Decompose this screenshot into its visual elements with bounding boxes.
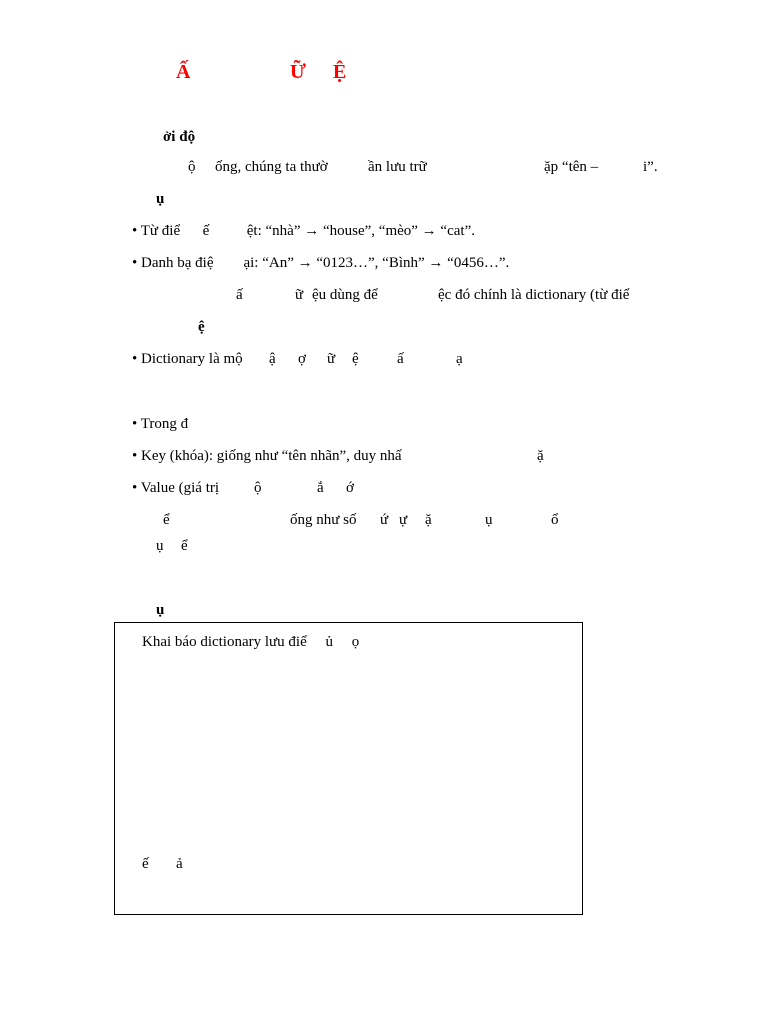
bullet-value: • Value (giá trị <box>132 480 220 496</box>
para-text-5: ệ <box>198 319 205 335</box>
bullet-definition-3: ợ <box>298 351 306 367</box>
bullet-phonebook-example: • Danh bạ điệ ại: “An” → “0123…”, “Bình” → “0456…”. <box>132 255 510 271</box>
intro-text-2: ống, chúng ta thườ <box>215 159 328 175</box>
intro-heading: ởi độ <box>163 129 196 145</box>
value-text-2: ống như số <box>290 512 357 528</box>
para-text-2: ữ <box>295 287 304 303</box>
bullet-key: • Key (khóa): giống như “tên nhãn”, duy nhấ <box>132 448 402 464</box>
code-example-box <box>114 622 583 915</box>
bullet-definition-5: ệ <box>352 351 359 367</box>
bullet-value-tail-1: ộ <box>254 480 262 496</box>
bullet-key-tail: ặ <box>537 448 544 464</box>
value-text-3: ứ <box>380 512 389 528</box>
intro-text-5: i”. <box>643 159 658 175</box>
bullet-definition-2: ậ <box>269 351 276 367</box>
value-text-7: ổ <box>551 512 559 528</box>
bullet-dictionary-example: • Từ điể ế ệt: “nhà” → “house”, “mèo” → “cat”. <box>132 223 475 239</box>
bullet-definition-1: • Dictionary là mộ <box>132 351 243 367</box>
intro-text-1: ộ <box>188 159 196 175</box>
code-box-text-1: ế <box>142 856 149 872</box>
value-text-8: ụ <box>156 538 164 554</box>
intro-text-4: ặp “tên – <box>544 159 599 175</box>
bullet-definition-7: ạ <box>456 351 463 367</box>
bullet-value-tail-3: ớ <box>346 480 354 496</box>
value-text-1: ể <box>163 512 170 528</box>
bullet-in-dictionary: • Trong đ <box>132 416 189 432</box>
para-text-1: ấ <box>236 287 243 303</box>
title-fragment-1: Ấ <box>176 61 191 83</box>
value-text-5: ặ <box>425 512 432 528</box>
code-box-text-2: ả <box>176 856 183 872</box>
code-box-line-1: Khai báo dictionary lưu điể ủ ọ <box>142 634 360 650</box>
value-text-9: ể <box>181 538 188 554</box>
intro-text-3: ần lưu trữ <box>368 159 427 175</box>
title-fragment-2: Ữ <box>290 61 306 83</box>
example-marker: ụ <box>156 191 165 207</box>
value-text-6: ụ <box>485 512 493 528</box>
example-heading: ụ <box>156 602 165 618</box>
para-text-4: ệc đó chính là dictionary (từ điể <box>438 287 630 303</box>
bullet-definition-4: ữ <box>327 351 336 367</box>
bullet-value-tail-2: ắ <box>317 480 324 496</box>
title-fragment-3: Ệ <box>333 61 347 83</box>
value-text-4: ự <box>399 512 408 528</box>
bullet-definition-6: ấ <box>397 351 404 367</box>
para-text-3: ệu dùng để <box>312 287 378 303</box>
